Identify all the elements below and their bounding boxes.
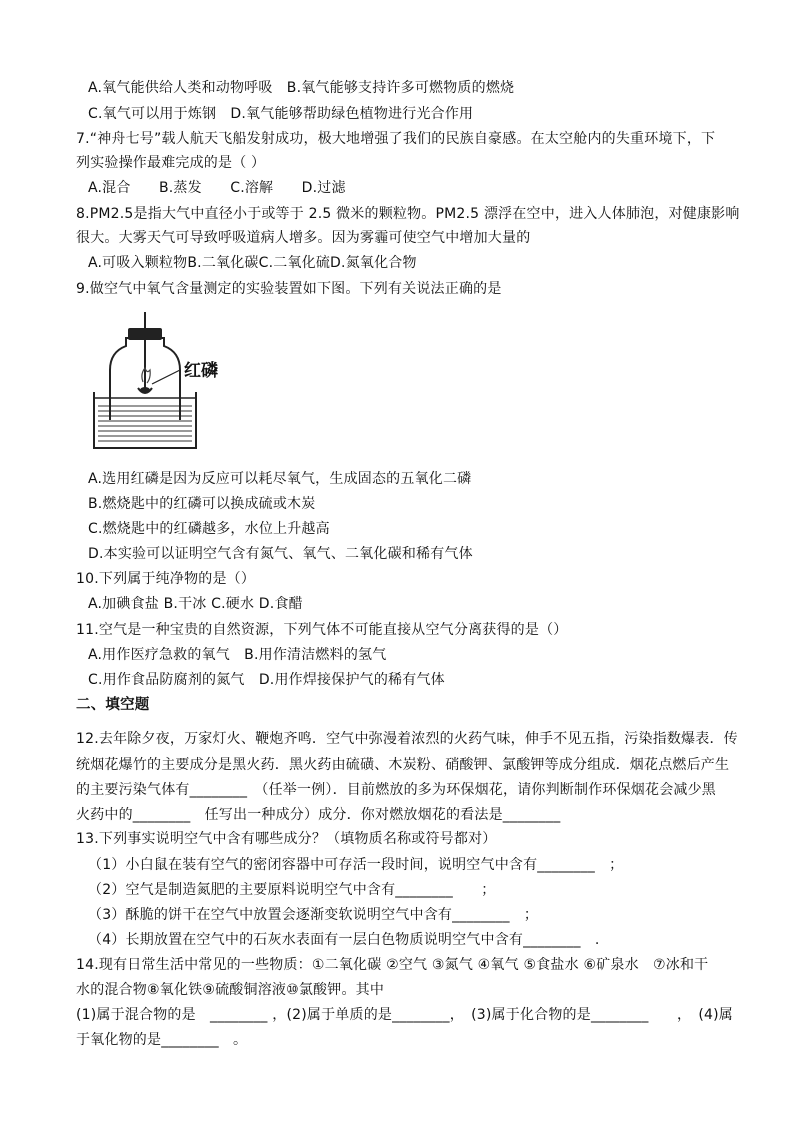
q8-stem-line2: 很大。大雾天气可导致呼吸道病人增多。因为雾霾可使空气中增加大量的 bbox=[76, 230, 531, 246]
q12-line2: 统烟花爆竹的主要成分是黑火药．黑火药由硫磺、木炭粉、硝酸钾、氯酸钾等成分组成．烟花点燃后产生 bbox=[76, 757, 730, 773]
red-phosphorus-label: 红磷 bbox=[184, 361, 218, 381]
q8-stem-line1: 8.PM2.5是指大气中直径小于或等于 2.5 微米的颗粒物。PM2.5 漂浮在空中，进入人体肺泡，对健康影响 bbox=[76, 206, 740, 222]
q12-line1: 12.去年除夕夜，万家灯火、鞭炮齐鸣．空气中弥漫着浓烈的火药气味，伸手不见五指，污染指数爆表．传 bbox=[76, 731, 738, 747]
q13-stem: 13.下列事实说明空气中含有哪些成分？（填物质名称或符号都对） bbox=[76, 831, 497, 847]
q7-options: A.混合 B.蒸发 C.溶解 D.过滤 bbox=[88, 180, 346, 196]
q8-options: A.可吸入颗粒物B.二氧化碳C.二氧化硫D.氮氧化合物 bbox=[88, 255, 417, 271]
q13-part4: （4）长期放置在空气中的石灰水表面有一层白色物质说明空气中含有________ . bbox=[88, 932, 600, 948]
q10-options: A.加碘食盐 B.干冰 C.硬水 D.食醋 bbox=[88, 596, 303, 612]
q9-option-b: B.燃烧匙中的红磷可以换成硫或木炭 bbox=[88, 496, 316, 512]
q6-options-ab: A.氧气能供给人类和动物呼吸 B.氧气能够支持许多可燃物质的燃烧 bbox=[88, 80, 515, 96]
q11-options-cd: C.用作食品防腐剂的氮气 D.用作焊接保护气的稀有气体 bbox=[88, 672, 445, 688]
q14-line1: 14.现有日常生活中常见的一些物质：①二氧化碳 ②空气 ③氮气 ④氧气 ⑤食盐水 ⑥矿泉水 ⑦冰和干 bbox=[76, 957, 709, 973]
section-heading-fill-in: 二、填空题 bbox=[76, 697, 150, 713]
q14-line4: 于氧化物的是________ 。 bbox=[76, 1032, 248, 1048]
q9-stem: 9.做空气中氧气含量测定的实验装置如下图。下列有关说法正确的是 bbox=[76, 281, 502, 297]
q11-stem: 11.空气是一种宝贵的自然资源，下列气体不可能直接从空气分离获得的是（） bbox=[76, 622, 568, 638]
experiment-apparatus-figure bbox=[88, 310, 248, 460]
q13-part3: （3）酥脆的饼干在空气中放置会逐渐变软说明空气中含有________ ； bbox=[88, 907, 539, 923]
q10-stem: 10.下列属于纯净物的是（） bbox=[76, 571, 256, 587]
q13-part2: （2）空气是制造氮肥的主要原料说明空气中含有________ ； bbox=[88, 882, 496, 898]
q7-stem-line1: 7.“神舟七号”载人航天飞船发射成功，极大地增强了我们的民族自豪感。在太空舱内的失重环境下，下 bbox=[76, 131, 716, 147]
q12-line3: 的主要污染气体有________ （任举一例）．目前燃放的多为环保烟花，请你判断制作环保烟花会减少黑 bbox=[76, 782, 716, 798]
q9-option-d: D.本实验可以证明空气含有氮气、氧气、二氧化碳和稀有气体 bbox=[88, 546, 473, 562]
q7-stem-line2: 列实验操作最难完成的是（ ） bbox=[76, 155, 266, 171]
q14-line2: 水的混合物⑧氧化铁⑨硫酸铜溶液⑩氯酸钾。其中 bbox=[76, 982, 385, 998]
bell-jar-diagram bbox=[88, 310, 248, 460]
q9-option-c: C.燃烧匙中的红磷越多，水位上升越高 bbox=[88, 521, 330, 537]
q11-options-ab: A.用作医疗急救的氧气 B.用作清洁燃料的氢气 bbox=[88, 647, 387, 663]
q6-options-cd: C.氧气可以用于炼钢 D.氧气能够帮助绿色植物进行光合作用 bbox=[88, 106, 474, 122]
q13-part1: （1）小白鼠在装有空气的密闭容器中可存活一段时间，说明空气中含有________ ； bbox=[88, 857, 624, 873]
q12-line4: 火药中的________ 任写出一种成分）成分．你对燃放烟花的看法是________ bbox=[76, 807, 561, 823]
q14-line3: (1)属于混合物的是 ________ ，(2)属于单质的是________， (3)属于化合物的是________ ， (4)属 bbox=[76, 1007, 733, 1023]
q9-option-a: A.选用红磷是因为反应可以耗尽氧气，生成固态的五氧化二磷 bbox=[88, 471, 472, 487]
